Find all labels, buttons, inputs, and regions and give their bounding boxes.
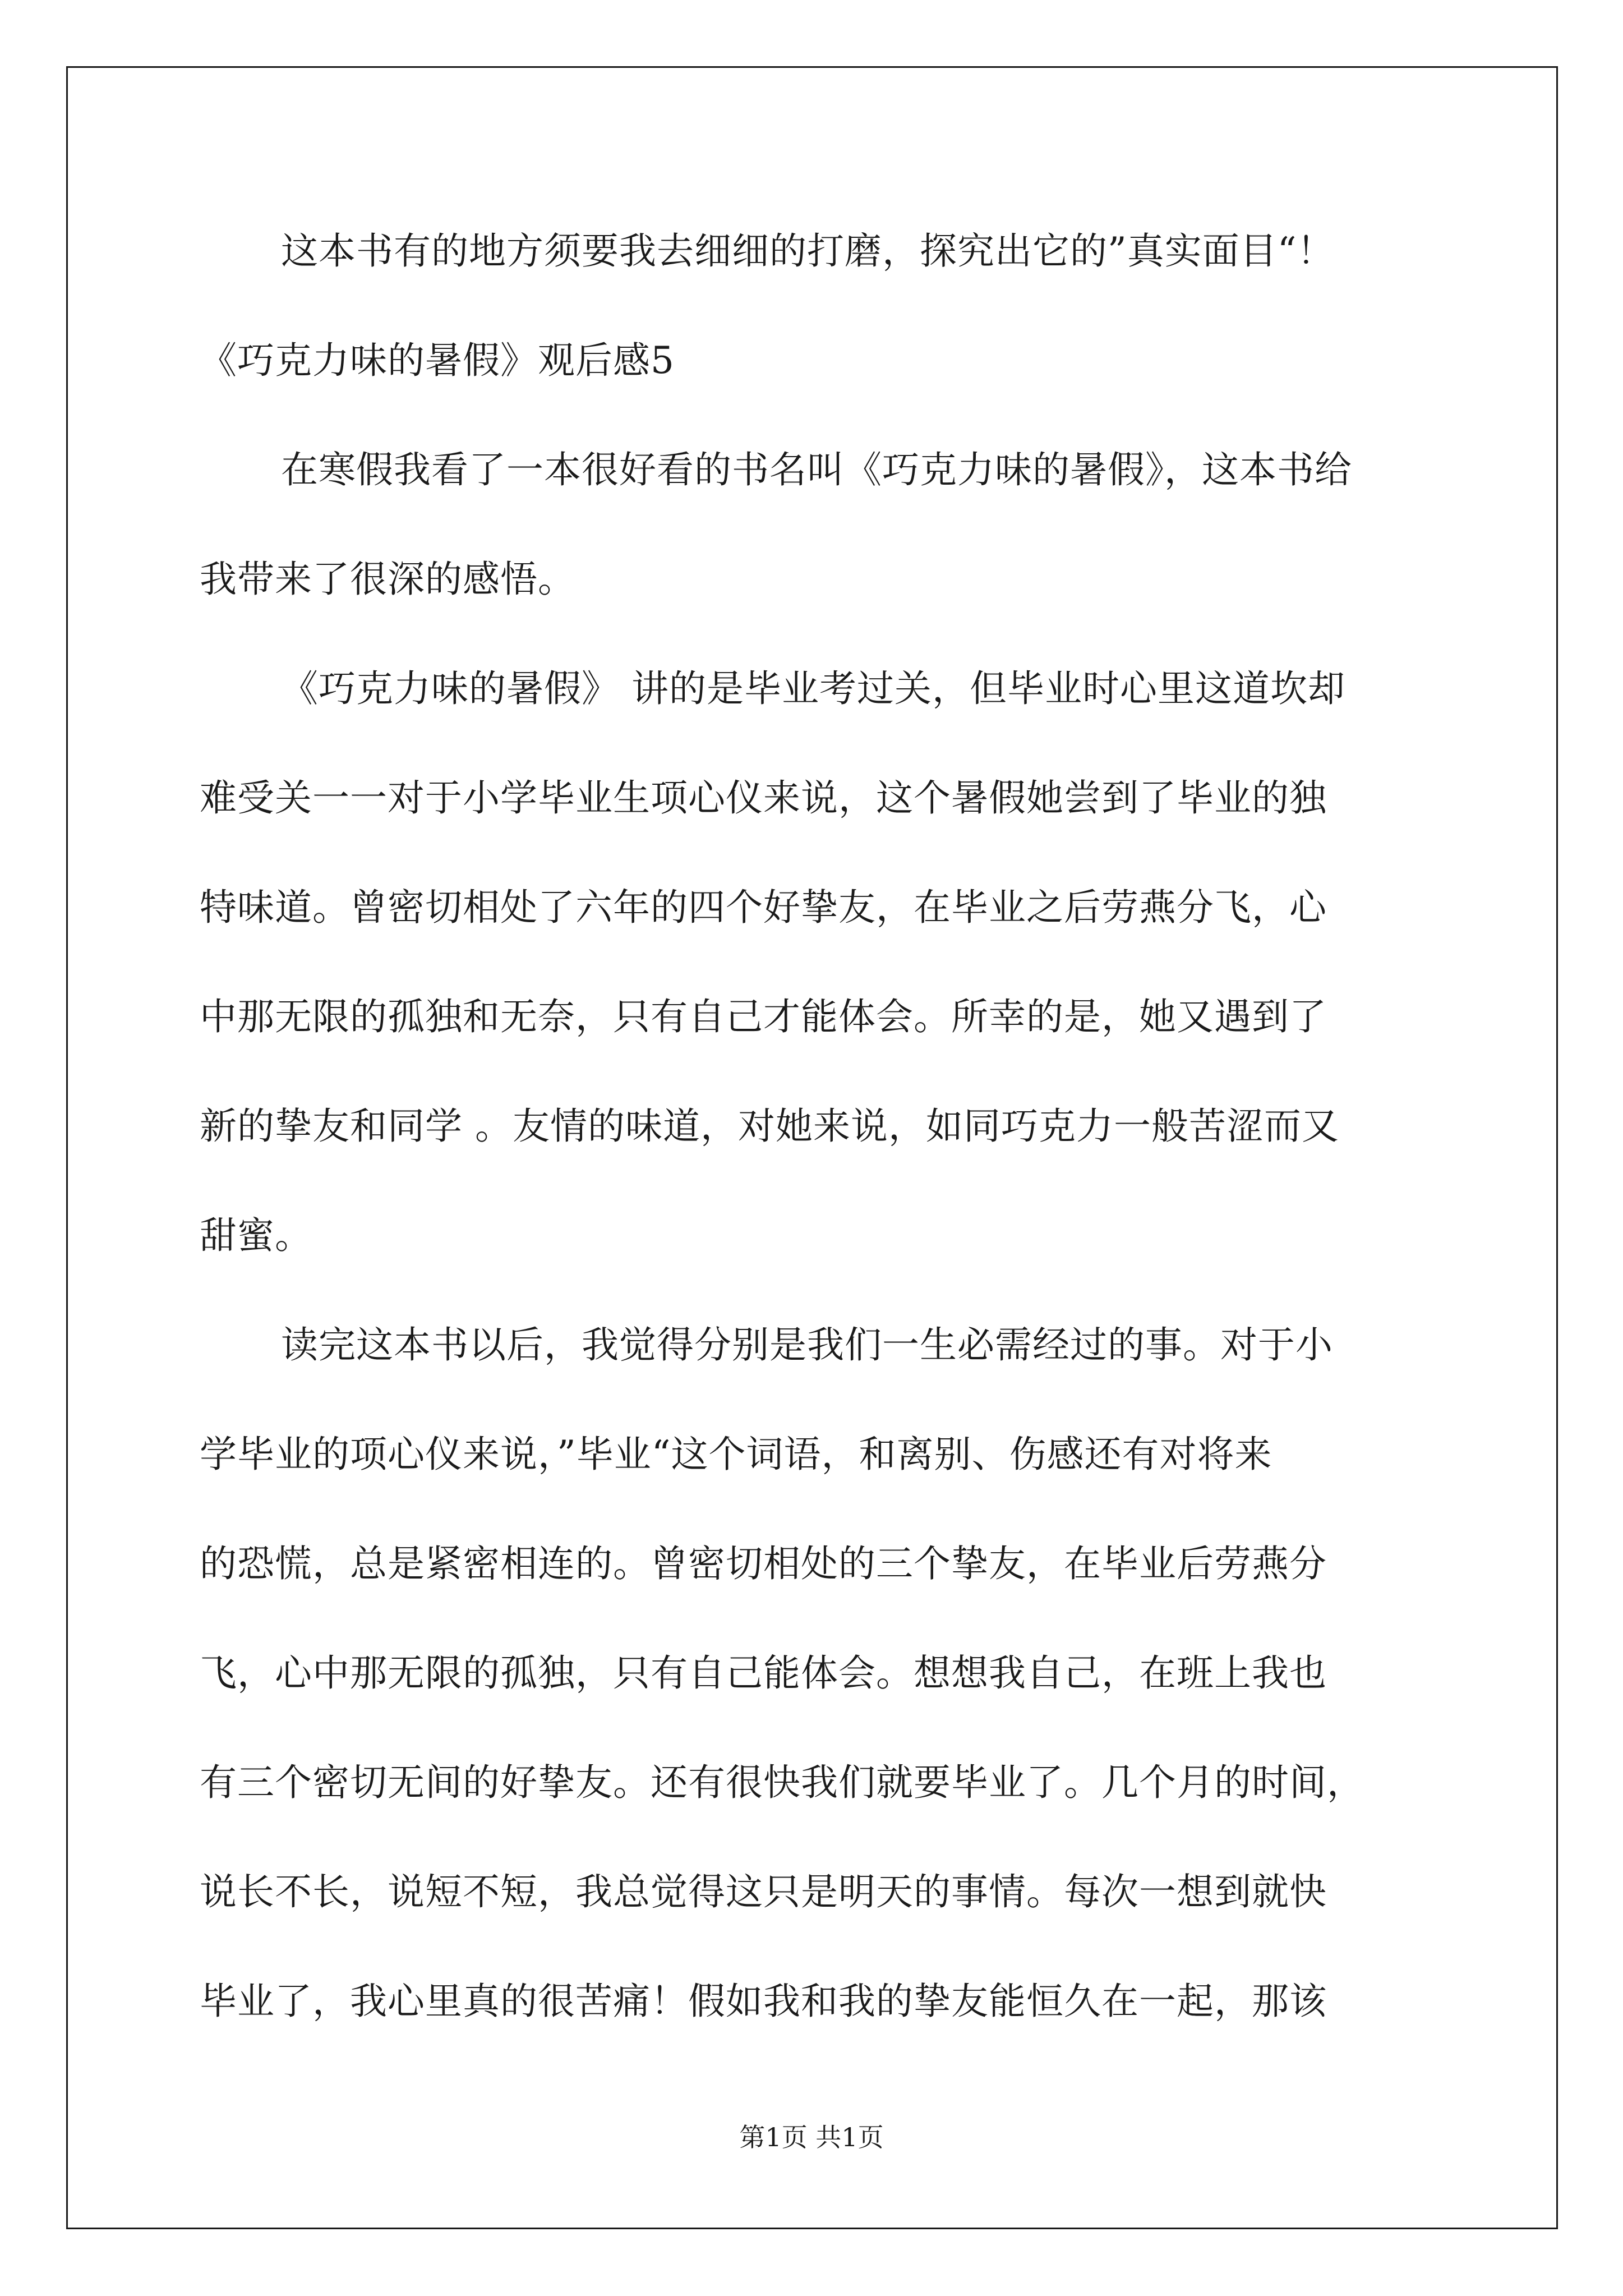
page-footer: 第1页 共1页	[739, 2122, 884, 2152]
text-line: 的恐慌，总是紧密相连的。曾密切相处的三个挚友，在毕业后劳燕分	[200, 1542, 1327, 1585]
text-line: 甜蜜。	[200, 1214, 312, 1257]
text-line: 中那无限的孤独和无奈，只有自己才能体会。所幸的是，她又遇到了	[200, 995, 1327, 1038]
document-body	[200, 213, 1422, 2073]
text-line: 这本书有的地方须要我去细细的打磨，探究出它的”真实面目“！	[281, 229, 1335, 273]
text-line: 特味道。曾密切相处了六年的四个好挚友，在毕业之后劳燕分飞，心	[200, 886, 1327, 929]
text-line: 毕业了，我心里真的很苦痛！假如我和我的挚友能恒久在一起，那该	[200, 1980, 1327, 2023]
text-line: 《巧克力味的暑假》 讲的是毕业考过关，但毕业时心里这道坎却	[281, 667, 1345, 710]
text-line: 我带来了很深的感悟。	[200, 558, 575, 601]
text-line: 飞，心中那无限的孤独，只有自己能体会。想想我自己，在班上我也	[200, 1651, 1327, 1695]
text-line: 新的挚友和同学 。友情的味道，对她来说，如同巧克力一般苦涩而又	[200, 1105, 1339, 1148]
text-line: 学毕业的项心仪来说，”毕业“这个词语，和离别、伤感还有对将来	[200, 1433, 1272, 1476]
text-line: 读完这本书以后，我觉得分别是我们一生必需经过的事。对于小	[281, 1323, 1333, 1366]
text-line: 有三个密切无间的好挚友。还有很快我们就要毕业了。几个月的时间，	[200, 1761, 1364, 1804]
section-title: 《巧克力味的暑假》观后感5	[200, 339, 675, 382]
text-line: 说长不长，说短不短，我总觉得这只是明天的事情。每次一想到就快	[200, 1870, 1327, 1913]
text-line: 在寒假我看了一本很好看的书名叫《巧克力味的暑假》，这本书给	[281, 448, 1352, 491]
text-line: 难受关一一对于小学毕业生项心仪来说，这个暑假她尝到了毕业的独	[200, 776, 1327, 820]
